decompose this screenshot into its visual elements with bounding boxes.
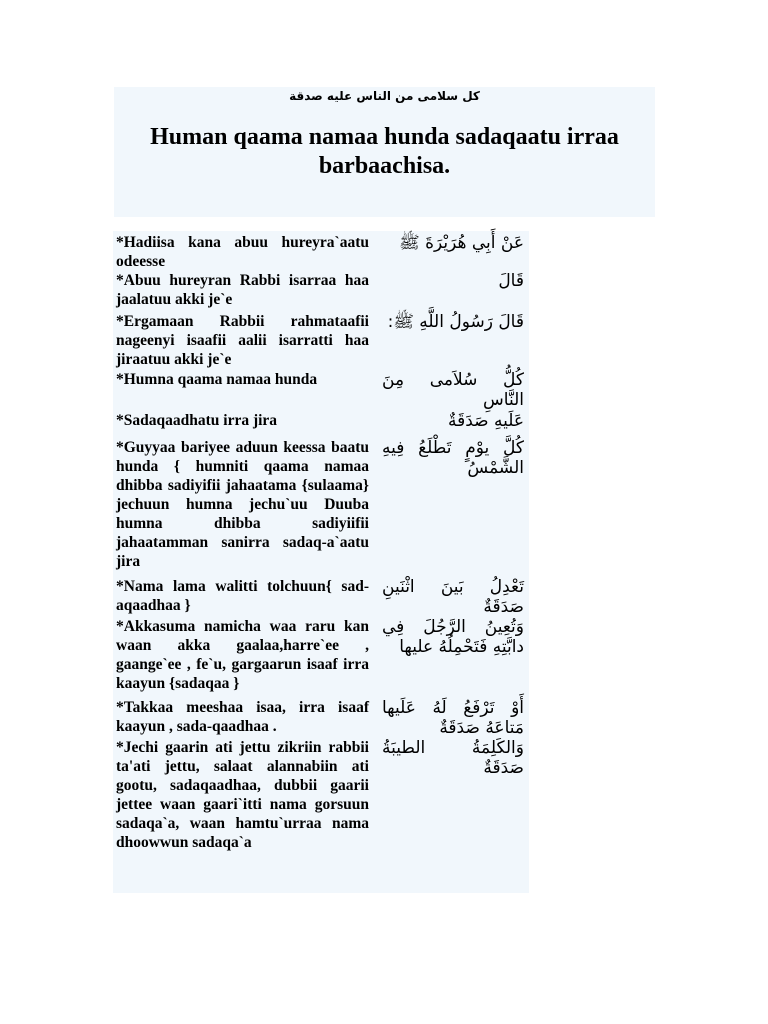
arabic-text: وَالكَلِمَةُ الطيبَةُ صَدَقَةٌ xyxy=(382,738,524,778)
arabic-text: وَتُعِينُ الرَّجُلَ فِي دابَّتِهِ فَتَحْمِلُهُ عليها xyxy=(382,617,524,657)
oromo-text: *Sadaqaadhatu irra jira xyxy=(116,412,278,429)
oromo-text: *Ergamaan Rabbii rahmataafii nageenyi isaafii aalii isarratti haa jiraatuu akki je`e xyxy=(116,313,369,368)
arabic-text: كُلُّ سُلاَمى مِنَ النَّاسِ xyxy=(382,370,524,410)
arabic-text: قَالَ xyxy=(498,271,524,291)
header-arabic-text: كل سلامى من الناس عليه صدقة xyxy=(289,89,480,103)
header-box xyxy=(114,87,655,217)
arabic-text: كُلَّ يوْمٍ تَطْلَعُ فِيهِ الشَّمْسُ xyxy=(382,438,524,478)
arabic-text: أَوْ تَرْفَعُ لَهُ عَلَيها مَتاعَهُ صَدَقَةٌ xyxy=(382,698,524,738)
arabic-text: تَعْدِلُ بَينَ اثْنَينِ صَدَقَةٌ xyxy=(382,577,524,617)
page-title: Human qaama namaa hunda sadaqaatu irraa barbaachisa. xyxy=(150,124,619,179)
oromo-text: *Nama lama walitti tolchuun{ sad-aqaadhaa } xyxy=(116,578,369,614)
oromo-text: *Akkasuma namicha waa raru kan waan akka gaalaa,harre`ee , gaange`ee , fe`u, gargaarun isaaf irra kaayun {sadaqaa } xyxy=(116,618,369,692)
arabic-text: عَلَيهِ صَدَقَةٌ xyxy=(447,411,524,431)
oromo-text: *Hadiisa kana abuu hureyra`aatu odeesse xyxy=(116,234,369,270)
oromo-text: *Abuu hureyran Rabbi isarraa haa jaalatuu akki je`e xyxy=(116,272,369,308)
oromo-text: *Humna qaama namaa hunda xyxy=(116,371,318,388)
hadith-table xyxy=(113,231,529,893)
oromo-text: *Takkaa meeshaa isaa, irra isaaf kaayun , sada-qaadhaa . xyxy=(116,699,369,735)
arabic-text: قَالَ رَسُولُ اللَّهِ ﷺ: xyxy=(387,312,524,332)
arabic-text: عَنْ أَبِي هُرَيْرَةَ ﷺ xyxy=(399,233,524,253)
oromo-text: *Guyyaa bariyee aduun keessa baatu hunda { humniti qaama namaa dhibba sadiyifii jahaatama {sulaama} jechuun humna jechu`uu Duuba humna dhibba sadiyiifii jahaatamman sanirra sadaq-a`aatu jira xyxy=(116,439,369,570)
oromo-text: *Jechi gaarin ati jettu zikriin rabbii ta'ati jettu, salaat alannabiin ati gootu, sadaqaadhaa, dubbii gaarii jettee waan gaari`itti nama gorsuun sadaqa`a, waan hamtu`urraa nama dhoowwun sadaqa`a xyxy=(116,739,369,851)
